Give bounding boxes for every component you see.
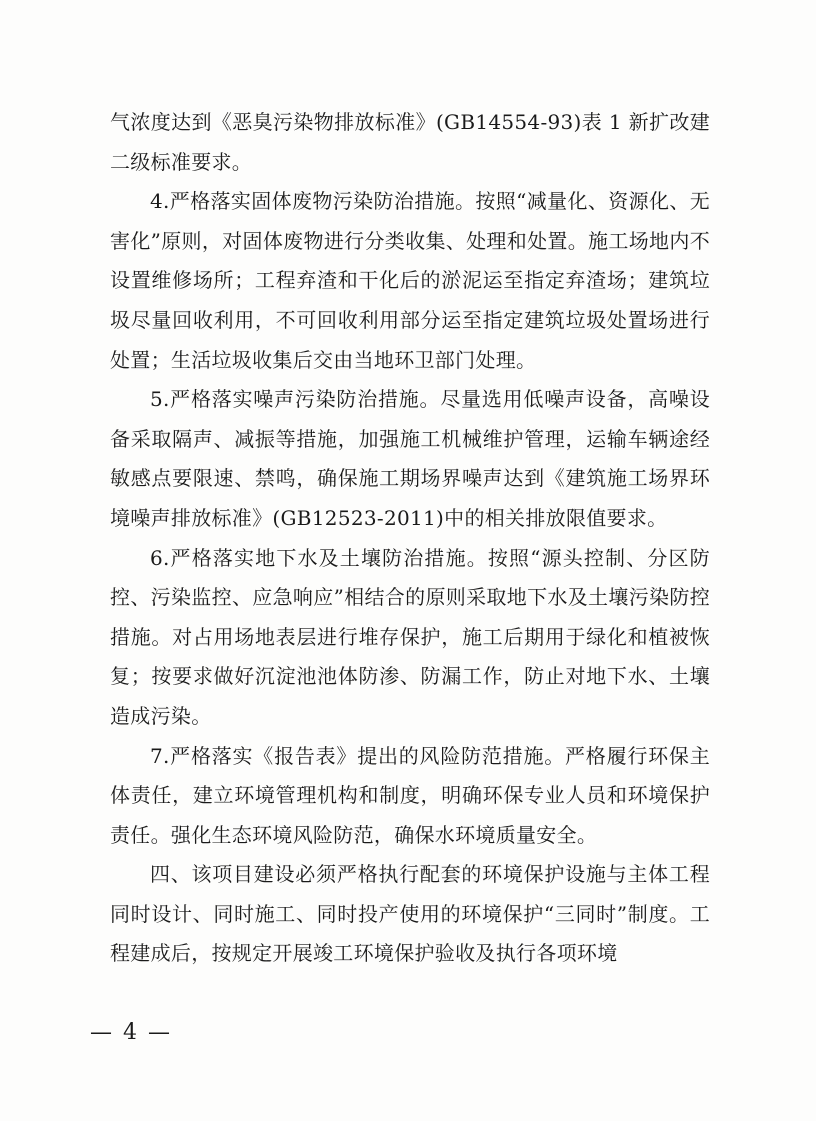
paragraph-item-4: 4.严格落实固体废物污染防治措施。按照“减量化、资源化、无害化”原则，对固体废物进行分类收集、处理和处置。施工场地内不设置维修场所；工程弃渣和干化后的淤泥运至指定弃渣场；建筑垃圾尽量回收利用，不可回收利用部分运至指定建筑垃圾处置场进行处置；生活垃圾收集后交由当地环卫部门处理。 xyxy=(110,189,710,372)
paragraph-item-7: 7.严格落实《报告表》提出的风险防范措施。严格履行环保主体责任，建立环境管理机构和制度，明确环保专业人员和环境保护责任。强化生态环境风险防范，确保水环境质量安全。 xyxy=(110,743,710,847)
paragraph-item-5: 5.严格落实噪声污染防治措施。尽量选用低噪声设备，高噪设备采取隔声、减振等措施，加强施工机械维护管理，运输车辆途经敏感点要限速、禁鸣，确保施工期场界噪声达到《建筑施工场界环境噪声排放标准》(GB12523-2011)中的相关排放限值要求。 xyxy=(110,387,710,530)
paragraph-section-4: 四、该项目建设必须严格执行配套的环境保护设施与主体工程同时设计、同时施工、同时投产使用的环境保护“三同时”制度。工程建成后，按规定开展竣工环境保护验收及执行各项环境 xyxy=(110,862,710,966)
paragraph-continuation: 气浓度达到《恶臭污染物排放标准》(GB14554-93)表 1 新扩改建二级标准要求。 xyxy=(110,110,710,174)
page-number: — 4 — xyxy=(90,1020,172,1045)
paragraph-item-6: 6.严格落实地下水及土壤防治措施。按照“源头控制、分区防控、污染监控、应急响应”相结合的原则采取地下水及土壤污染防控措施。对占用场地表层进行堆存保护，施工后期用于绿化和植被恢复；按要求做好沉淀池池体防渗、防漏工作，防止对地下水、土壤造成污染。 xyxy=(110,545,710,728)
document-body xyxy=(110,103,710,974)
